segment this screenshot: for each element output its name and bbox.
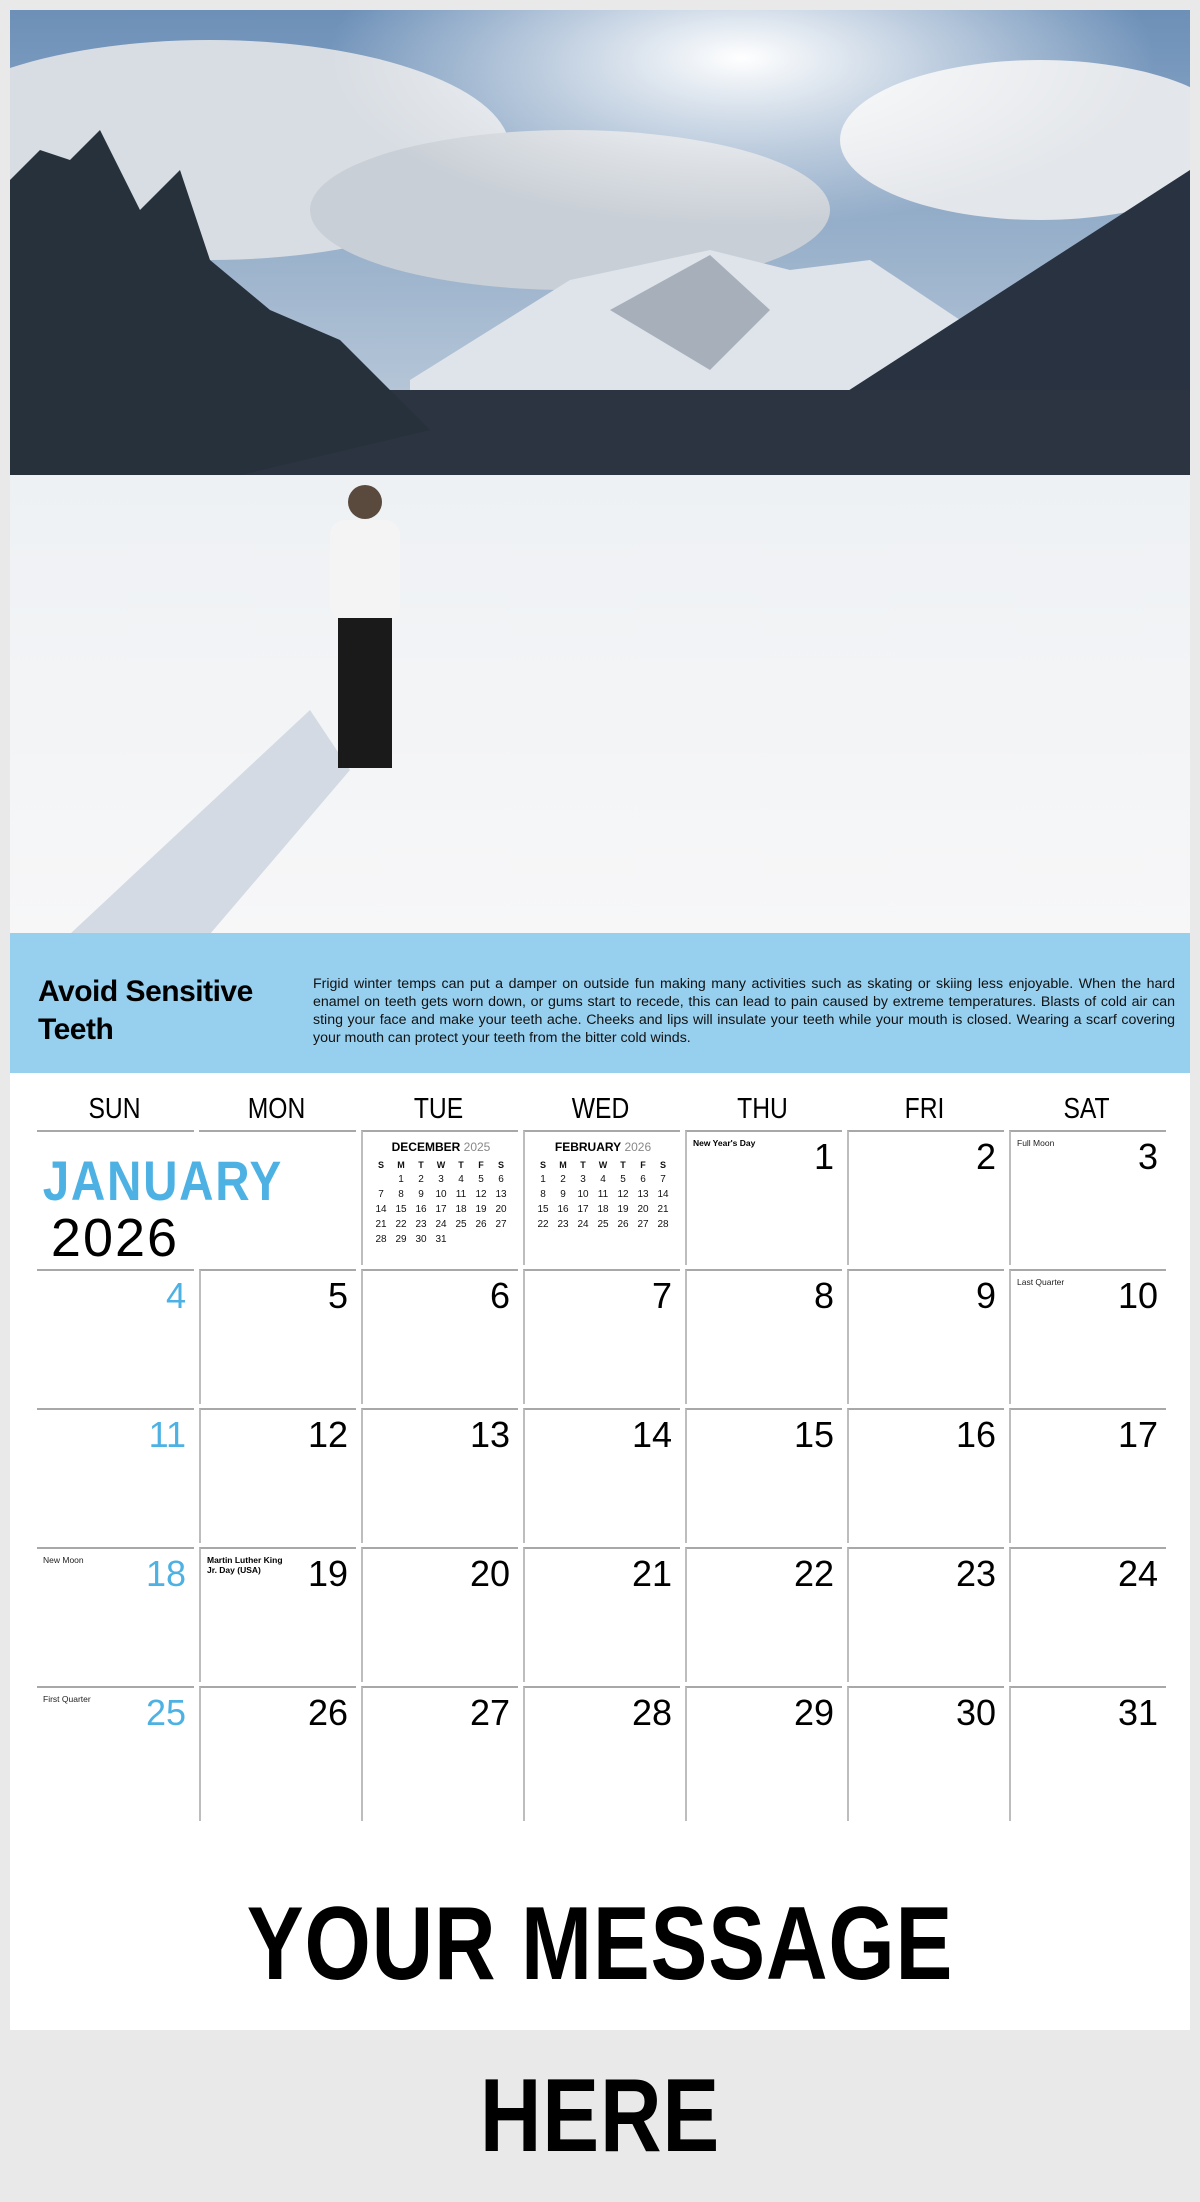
- day-cell-1[interactable]: [685, 1130, 842, 1265]
- day-cell-16[interactable]: [847, 1408, 1004, 1543]
- day-cell-20[interactable]: [361, 1547, 518, 1682]
- day-number: 23: [955, 1553, 996, 1594]
- mini-weekday: S: [659, 1159, 666, 1170]
- day-number: 5: [327, 1275, 348, 1316]
- mini-day: 15: [537, 1204, 549, 1215]
- mini-day: 4: [458, 1174, 464, 1185]
- mini-day: 22: [537, 1219, 549, 1230]
- mini-day: 21: [375, 1219, 387, 1230]
- mini-day: 11: [597, 1189, 609, 1200]
- day-cell-21[interactable]: [523, 1547, 680, 1682]
- day-cell-8[interactable]: [685, 1269, 842, 1404]
- tip-title: Avoid Sensitive Teeth: [38, 975, 253, 1046]
- day-number: 26: [307, 1692, 348, 1733]
- day-number: 2: [975, 1136, 996, 1177]
- day-cell-31[interactable]: [1009, 1686, 1166, 1821]
- mini-year: 2025: [463, 1140, 491, 1154]
- mini-day: [451, 1232, 471, 1247]
- mini-weekday: S: [377, 1159, 384, 1170]
- mini-day: 10: [435, 1189, 447, 1200]
- mini-day: 13: [495, 1189, 507, 1200]
- mini-day: [371, 1172, 391, 1187]
- day-number: 25: [145, 1692, 186, 1733]
- mini-day: 9: [418, 1189, 424, 1200]
- mini-day: 5: [620, 1174, 626, 1185]
- tip-body: Frigid winter temps can put a damper on outside fun making many activities such as skating or skiing less enjoyable. When the hard enamel on teeth gets worn down, or gums start to recede, this can lead to pain caused by extreme temperatures. Blasts of cold air can sting your face and make your teeth ache. Cheeks and lips will insulate your teeth while your mouth is closed. Wearing a scarf covering your mouth can protect your teeth from the bitter cold winds.: [313, 976, 1175, 1046]
- day-cell-30[interactable]: [847, 1686, 1004, 1821]
- day-cell-12[interactable]: [199, 1408, 356, 1543]
- day-number: 24: [1117, 1553, 1158, 1594]
- weekday-wed: WED: [571, 1093, 630, 1125]
- day-cell-18[interactable]: [37, 1547, 194, 1682]
- mini-day: 25: [455, 1219, 467, 1230]
- day-note: Full Moon: [1017, 1138, 1055, 1148]
- mini-weekday: W: [598, 1159, 608, 1170]
- day-cell-22[interactable]: [685, 1547, 842, 1682]
- day-number: 19: [307, 1553, 348, 1594]
- mini-day: 12: [617, 1189, 629, 1200]
- mini-day: 17: [577, 1204, 589, 1215]
- day-number: 29: [793, 1692, 834, 1733]
- mini-day: 8: [398, 1189, 404, 1200]
- mini-weekday: F: [640, 1159, 646, 1170]
- mini-title: [371, 1140, 511, 1154]
- mini-day: 21: [657, 1204, 669, 1215]
- mini-day: 28: [375, 1234, 387, 1245]
- weekday-thu: THU: [737, 1093, 788, 1125]
- mini-weekday: S: [539, 1159, 546, 1170]
- mini-day: 23: [557, 1219, 569, 1230]
- mini-day: 9: [560, 1189, 566, 1200]
- mini-day: 24: [435, 1219, 447, 1230]
- day-cell-5[interactable]: [199, 1269, 356, 1404]
- day-cell-28[interactable]: [523, 1686, 680, 1821]
- day-number: 9: [975, 1275, 996, 1316]
- day-cell-15[interactable]: [685, 1408, 842, 1543]
- day-number: 3: [1137, 1136, 1158, 1177]
- mini-day: 22: [395, 1219, 407, 1230]
- day-cell-24[interactable]: [1009, 1547, 1166, 1682]
- mini-day: 20: [495, 1204, 507, 1215]
- mini-day: 16: [557, 1204, 569, 1215]
- day-number: 7: [651, 1275, 672, 1316]
- mini-day: 1: [398, 1174, 404, 1185]
- day-number: 6: [489, 1275, 510, 1316]
- mini-day: 12: [475, 1189, 487, 1200]
- mini-day: 6: [640, 1174, 646, 1185]
- mini-day: 27: [637, 1219, 649, 1230]
- mini-calendar-next: [523, 1130, 680, 1265]
- mini-day: 3: [580, 1174, 586, 1185]
- mini-day: 8: [540, 1189, 546, 1200]
- mini-day: 20: [637, 1204, 649, 1215]
- day-number: 4: [165, 1275, 186, 1316]
- day-cell-23[interactable]: [847, 1547, 1004, 1682]
- day-number: 31: [1117, 1692, 1158, 1733]
- mini-day: 25: [597, 1219, 609, 1230]
- day-cell-2[interactable]: [847, 1130, 1004, 1265]
- mini-day: 18: [455, 1204, 467, 1215]
- day-cell-9[interactable]: [847, 1269, 1004, 1404]
- mini-day: 16: [415, 1204, 427, 1215]
- mini-month: FEBRUARY: [554, 1140, 622, 1154]
- day-cell-26[interactable]: [199, 1686, 356, 1821]
- day-note: First Quarter: [43, 1694, 91, 1704]
- mini-day: 18: [597, 1204, 609, 1215]
- month-name: JANUARY: [42, 1149, 283, 1212]
- day-number: 12: [307, 1414, 348, 1455]
- mini-day: 7: [660, 1174, 666, 1185]
- day-number: 21: [631, 1553, 672, 1594]
- weekday-sun: SUN: [88, 1093, 141, 1125]
- mini-day: 2: [418, 1174, 424, 1185]
- mini-weekday: T: [580, 1159, 586, 1170]
- month-year: 2026: [50, 1208, 180, 1268]
- month-title: [30, 1148, 283, 1269]
- day-number: 27: [469, 1692, 510, 1733]
- day-cell-27[interactable]: [361, 1686, 518, 1821]
- day-number: 8: [813, 1275, 834, 1316]
- day-cell-10[interactable]: [1009, 1269, 1166, 1404]
- mini-day: [471, 1232, 491, 1247]
- mini-weekday: T: [620, 1159, 626, 1170]
- day-number: 16: [955, 1414, 996, 1455]
- mini-day: [491, 1232, 511, 1247]
- mini-calendar-prev: [361, 1130, 518, 1265]
- mini-weekday: W: [436, 1159, 446, 1170]
- day-number: 17: [1117, 1414, 1158, 1455]
- day-number: 14: [631, 1414, 672, 1455]
- winter-snowshoe-photo: [10, 10, 1190, 934]
- mini-day: 31: [435, 1234, 447, 1245]
- mini-day: 2: [560, 1174, 566, 1185]
- tip-banner: [10, 933, 1190, 1073]
- mini-day: 17: [435, 1204, 447, 1215]
- day-number: 1: [813, 1136, 834, 1177]
- day-number: 28: [631, 1692, 672, 1733]
- mini-day: 10: [577, 1189, 589, 1200]
- mini-year: 2026: [624, 1140, 652, 1154]
- mini-day: 28: [657, 1219, 669, 1230]
- mini-day: 11: [455, 1189, 467, 1200]
- day-number: 18: [145, 1553, 186, 1594]
- mini-day: 26: [617, 1219, 629, 1230]
- day-cell-25[interactable]: [37, 1686, 194, 1821]
- mini-weekday: T: [458, 1159, 464, 1170]
- day-note: Last Quarter: [1017, 1277, 1065, 1287]
- day-cell-14[interactable]: [523, 1408, 680, 1543]
- mini-day: 13: [637, 1189, 649, 1200]
- day-number: 10: [1117, 1275, 1158, 1316]
- mini-weekday: T: [418, 1159, 424, 1170]
- mini-day: 23: [415, 1219, 427, 1230]
- mini-day: 14: [657, 1189, 669, 1200]
- day-number: 30: [955, 1692, 996, 1733]
- mini-day: 15: [395, 1204, 407, 1215]
- mini-day: 29: [395, 1234, 407, 1245]
- mini-day: 6: [498, 1174, 504, 1185]
- mini-weekday: M: [559, 1159, 567, 1170]
- day-cell-17[interactable]: [1009, 1408, 1166, 1543]
- day-cell-13[interactable]: [361, 1408, 518, 1543]
- mini-day: 7: [378, 1189, 384, 1200]
- mini-weekday: F: [478, 1159, 484, 1170]
- day-cell-3[interactable]: [1009, 1130, 1166, 1265]
- weekday-tue: TUE: [413, 1093, 464, 1125]
- mini-day: 5: [478, 1174, 484, 1185]
- mini-day: 27: [495, 1219, 507, 1230]
- day-note: New Moon: [43, 1555, 84, 1565]
- weekday-fri: FRI: [904, 1093, 945, 1125]
- mini-day: 30: [415, 1234, 427, 1245]
- day-cell-19[interactable]: [199, 1547, 356, 1682]
- day-cell-29[interactable]: [685, 1686, 842, 1821]
- mini-day: 19: [617, 1204, 629, 1215]
- mini-day: 19: [475, 1204, 487, 1215]
- day-number: 15: [793, 1414, 834, 1455]
- footer-message: YOUR MESSAGE HERE: [246, 1886, 954, 2174]
- weekday-sat: SAT: [1063, 1093, 1110, 1125]
- mini-weekday: M: [397, 1159, 405, 1170]
- mini-day: 3: [438, 1174, 444, 1185]
- day-number: 11: [148, 1414, 186, 1455]
- mini-day: 14: [375, 1204, 387, 1215]
- day-number: 20: [469, 1553, 510, 1594]
- day-note: New Year's Day: [693, 1138, 756, 1148]
- day-cell-7[interactable]: [523, 1269, 680, 1404]
- mini-weekday: S: [497, 1159, 504, 1170]
- day-cell-11[interactable]: [37, 1408, 194, 1543]
- day-cell-4[interactable]: [37, 1269, 194, 1404]
- day-note: Martin Luther King Jr. Day (USA): [207, 1555, 283, 1575]
- mini-day: 26: [475, 1219, 487, 1230]
- mini-day: 24: [577, 1219, 589, 1230]
- custom-message-footer: [10, 1858, 1190, 2174]
- day-number: 13: [469, 1414, 510, 1455]
- mini-month: DECEMBER: [391, 1140, 461, 1154]
- mini-title: [533, 1140, 673, 1154]
- weekday-mon: MON: [247, 1093, 306, 1125]
- day-number: 22: [793, 1553, 834, 1594]
- mini-day: 4: [600, 1174, 606, 1185]
- mini-day: 1: [540, 1174, 546, 1185]
- day-cell-6[interactable]: [361, 1269, 518, 1404]
